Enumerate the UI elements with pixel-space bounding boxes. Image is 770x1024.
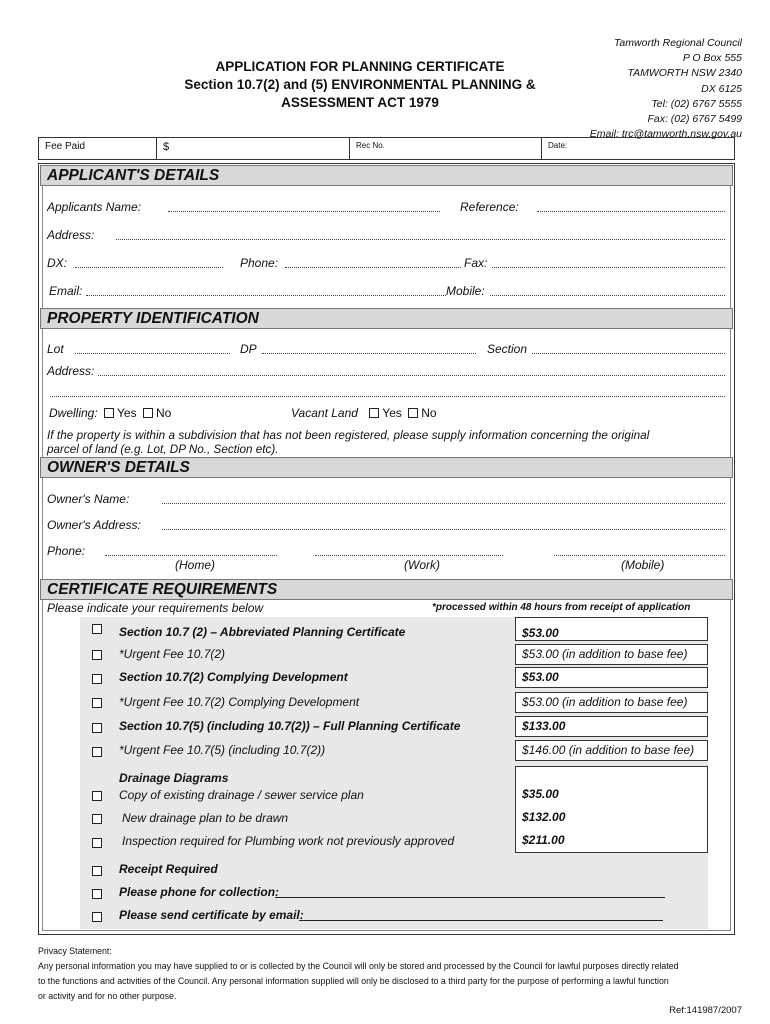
home-caption: (Home): [175, 558, 216, 572]
owner-name-field[interactable]: [162, 494, 725, 504]
drainage-price-box: [515, 766, 708, 853]
title-line-1: APPLICATION FOR PLANNING CERTIFICATE: [215, 59, 505, 74]
send-email-checkbox[interactable]: [92, 912, 102, 922]
certificate-heading: CERTIFICATE REQUIREMENTS: [40, 579, 733, 600]
document-reference: Ref:141987/2007: [669, 1005, 742, 1016]
council-email: Email: trc@tamworth.nsw.gov.au: [589, 128, 742, 141]
drainage-copy-label: Copy of existing drainage / sewer service plan: [119, 788, 364, 802]
receipt-label: Receipt Required: [119, 862, 218, 876]
work-caption: (Work): [404, 558, 440, 572]
applicant-name-field[interactable]: [168, 202, 440, 212]
owner-name-label: Owner's Name:: [47, 492, 130, 506]
fee-paid-label: Fee Paid: [39, 138, 157, 159]
rec-no-field[interactable]: Rec No.: [350, 138, 542, 159]
vacant-land-row: [291, 406, 437, 420]
privacy-line-2: to the functions and activities of the Council. Any personal information supplied will only be disclosed to a third party for the purpose of performing a lawful function: [38, 976, 669, 986]
phone-collection-label: Please phone for collection:: [119, 885, 280, 899]
lot-field[interactable]: [75, 344, 230, 354]
processing-note: *processed within 48 hours from receipt of application: [432, 602, 691, 613]
drainage-copy-price: $35.00: [522, 787, 559, 801]
complying-development-checkbox[interactable]: [92, 674, 102, 684]
privacy-line-1: Any personal information you may have supplied to or is collected by the Council will only be stored and processed by the Council for lawful purposes directly related: [38, 961, 679, 971]
council-name: Tamworth Regional Council: [613, 37, 742, 49]
urgent-complying-checkbox[interactable]: [92, 698, 102, 708]
full-certificate-price: $133.00: [515, 716, 708, 737]
phone-collection-checkbox[interactable]: [92, 889, 102, 899]
receipt-checkbox[interactable]: [92, 866, 102, 876]
council-dx: DX 6125: [701, 82, 742, 95]
applicant-address-label: Address:: [47, 228, 95, 242]
full-certificate-label: Section 10.7(5) (including 10.7(2)) – Full Planning Certificate: [119, 719, 461, 733]
title-line-3: ASSESSMENT ACT 1979: [281, 95, 439, 110]
privacy-title: Privacy Statement:: [38, 946, 112, 956]
vacant-yes-checkbox[interactable]: [369, 408, 379, 418]
privacy-line-3: or activity and for no other purpose.: [38, 991, 177, 1001]
owner-heading: OWNER'S DETAILS: [40, 457, 733, 478]
privacy-statement: [38, 944, 738, 1004]
property-heading: PROPERTY IDENTIFICATION: [40, 308, 733, 329]
reference-field[interactable]: [537, 202, 725, 212]
send-email-field[interactable]: [299, 920, 663, 921]
owner-home-phone-field[interactable]: [105, 546, 277, 556]
mobile-field[interactable]: [490, 286, 725, 296]
council-address: [590, 36, 742, 142]
subdivision-note-2: parcel of land (e.g. Lot, DP No., Section etc).: [47, 443, 279, 456]
urgent-complying-label: *Urgent Fee 10.7(2) Complying Development: [119, 695, 360, 709]
vacant-no-checkbox[interactable]: [408, 408, 418, 418]
complying-development-price: $53.00: [515, 667, 708, 688]
applicant-address-field[interactable]: [116, 230, 725, 240]
council-po-box: P O Box 555: [682, 52, 742, 65]
dwelling-yes-checkbox[interactable]: [104, 408, 114, 418]
phone-label: Phone:: [240, 256, 279, 270]
date-field[interactable]: Date:: [548, 141, 568, 150]
drainage-inspection-price: $211.00: [522, 833, 565, 847]
applicant-name-label: Applicants Name:: [47, 200, 142, 214]
complying-development-label: Section 10.7(2) Complying Development: [119, 670, 348, 684]
dwelling-label: Dwelling:: [49, 406, 98, 420]
full-certificate-checkbox[interactable]: [92, 723, 102, 733]
certificate-instruction: Please indicate your requirements below: [47, 601, 264, 615]
abbreviated-certificate-label: Section 10.7 (2) – Abbreviated Planning Certificate: [119, 625, 406, 639]
urgent-fee-label: *Urgent Fee 10.7(2): [119, 647, 226, 661]
applicant-heading: APPLICANT'S DETAILS: [40, 165, 733, 186]
fax-field[interactable]: [492, 258, 725, 268]
dwelling-yes-label: Yes: [117, 406, 137, 420]
title-line-2: Section 10.7(2) and (5) ENVIRONMENTAL PLANNING &: [184, 77, 536, 92]
drainage-new-label: New drainage plan to be drawn: [122, 811, 289, 825]
mobile-caption: (Mobile): [621, 558, 665, 572]
drainage-copy-checkbox[interactable]: [92, 791, 102, 801]
send-email-label: Please send certificate by email:: [119, 908, 304, 922]
owner-work-phone-field[interactable]: [315, 546, 503, 556]
owner-address-field[interactable]: [162, 520, 725, 530]
phone-collection-field[interactable]: [275, 897, 665, 898]
drainage-heading: Drainage Diagrams: [119, 771, 229, 785]
subdivision-note-1: If the property is within a subdivision that has not been registered, please supply information concerning the original: [47, 429, 650, 442]
owner-phone-label: Phone:: [47, 544, 86, 558]
dx-field[interactable]: [75, 258, 223, 268]
property-address-field[interactable]: [98, 366, 725, 376]
drainage-inspection-checkbox[interactable]: [92, 838, 102, 848]
owner-mobile-phone-field[interactable]: [554, 546, 725, 556]
property-address-label: Address:: [47, 364, 95, 378]
council-fax: Fax: (02) 6767 5499: [647, 113, 742, 126]
owner-address-label: Owner's Address:: [47, 518, 141, 532]
dwelling-no-checkbox[interactable]: [143, 408, 153, 418]
drainage-new-checkbox[interactable]: [92, 814, 102, 824]
abbreviated-certificate-price: $53.00: [515, 617, 708, 641]
section-label: Section: [487, 342, 528, 356]
fax-label: Fax:: [464, 256, 488, 270]
drainage-inspection-label: Inspection required for Plumbing work not previously approved: [122, 834, 455, 848]
urgent-full-checkbox[interactable]: [92, 747, 102, 757]
council-town: TAMWORTH NSW 2340: [627, 67, 742, 80]
fee-row: [38, 137, 735, 160]
vacant-yes-label: Yes: [382, 406, 402, 420]
property-address-field-2[interactable]: [50, 387, 725, 397]
fee-amount-field[interactable]: $: [157, 138, 350, 159]
dwelling-row: [49, 406, 171, 420]
email-field[interactable]: [86, 286, 446, 296]
reference-label: Reference:: [460, 200, 519, 214]
mobile-label: Mobile:: [446, 284, 485, 298]
dwelling-no-label: No: [155, 406, 172, 420]
urgent-complying-price: $53.00 (in addition to base fee): [515, 692, 708, 713]
lot-label: Lot: [47, 342, 64, 356]
email-label: Email:: [49, 284, 83, 298]
urgent-fee-checkbox[interactable]: [92, 650, 102, 660]
phone-field[interactable]: [285, 258, 461, 268]
vacant-no-label: No: [421, 406, 437, 420]
abbreviated-certificate-checkbox[interactable]: [92, 624, 102, 634]
urgent-full-price: $146.00 (in addition to base fee): [515, 740, 708, 761]
dp-field[interactable]: [262, 344, 476, 354]
dx-label: DX:: [47, 256, 68, 270]
vacant-land-label: Vacant Land: [291, 406, 358, 420]
section-field[interactable]: [532, 344, 725, 354]
dp-label: DP: [240, 342, 257, 356]
urgent-full-label: *Urgent Fee 10.7(5) (including 10.7(2)): [119, 743, 326, 757]
urgent-fee-price: $53.00 (in addition to base fee): [515, 644, 708, 665]
drainage-new-price: $132.00: [522, 810, 566, 824]
council-tel: Tel: (02) 6767 5555: [651, 97, 742, 110]
form-title: [150, 58, 570, 112]
